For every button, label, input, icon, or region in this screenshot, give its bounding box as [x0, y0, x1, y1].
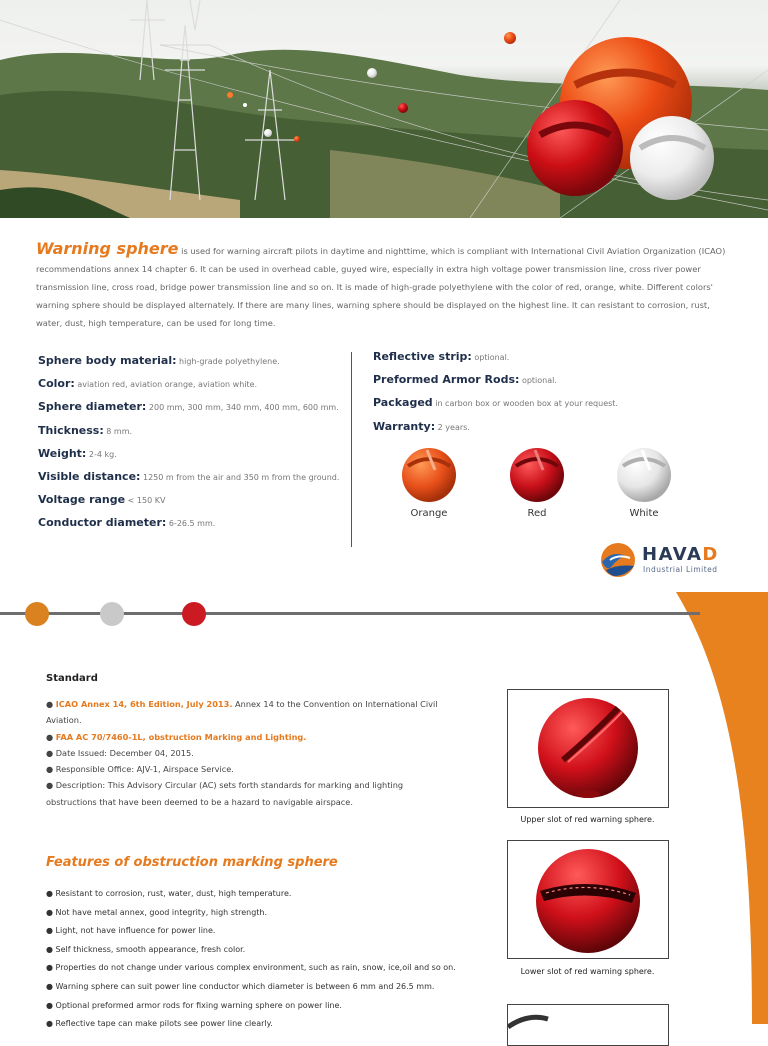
lower-slot-caption: Lower slot of red warning sphere. — [520, 967, 655, 976]
list-item: ● FAA AC 70/7460-1L, obstruction Marking and Lighting. — [46, 731, 307, 742]
swatch-label: White — [629, 508, 659, 519]
spec-key: Voltage range — [38, 493, 126, 507]
spec-key: Preformed Armor Rods: — [373, 373, 520, 387]
list-item: ● Responsible Office: AJV-1, Airspace Service. — [46, 764, 234, 775]
intro-paragraph — [36, 240, 730, 332]
lower-slot-photo — [507, 840, 669, 959]
specs-right — [373, 350, 733, 443]
standard-text: Date Issued: December 04, 2015. — [55, 747, 194, 758]
spec-value: 8 mm. — [103, 426, 133, 436]
havad-logo-icon — [598, 540, 638, 580]
spec-row — [38, 516, 338, 539]
standard-highlight: ICAO Annex 14, 6th Edition, July 2013. — [55, 699, 233, 709]
gray-dot — [100, 602, 124, 626]
company-logo — [598, 540, 728, 580]
swatch-label: Orange — [410, 508, 448, 519]
upper-slot-photo — [507, 689, 669, 808]
spec-value: in carbon box or wooden box at your request. — [432, 399, 618, 409]
list-item: ● ICAO Annex 14, 6th Edition, July 2013. Annex 14 to the Convention on International Civil Aviation. — [46, 699, 438, 726]
standard-text: Annex 14 to the Convention on International Civil Aviation. — [46, 699, 438, 726]
list-item: ● Properties do not change under various complex environment, such as rain, snow, ice,oil and so on. — [46, 963, 456, 973]
orange-dot — [25, 602, 49, 626]
white-sphere-icon — [614, 444, 674, 504]
list-item: ● Reflective tape can make pilots see power line clearly. — [46, 1019, 273, 1029]
logo-subtitle: Industrial Limited — [643, 565, 718, 574]
spec-key: Packaged — [373, 396, 433, 410]
spec-value: aviation red, aviation orange, aviation white. — [74, 380, 258, 390]
column-divider — [351, 352, 352, 547]
features-title: Features of obstruction marking sphere — [46, 855, 338, 870]
feature-text: Reflective tape can make pilots see power line clearly. — [55, 1019, 273, 1029]
feature-text: Self thickness, smooth appearance, fresh color. — [55, 944, 246, 954]
feature-text: Warning sphere can suit power line conductor which diameter is between 6 mm and 26.5 mm. — [55, 981, 435, 991]
intro-text: is used for warning aircraft pilots in daytime and nighttime, which is compliant with International Civil Aviation Organization (ICAO) recommendations annex 14 chapter 6. It can be used in overhead cable, guyed wire, especially in extra high voltage power transmission line, cross river power transmission line, cross road, bridge power transmission line and so on. It is made of high-grade polyethylene with the color of red, orange, white. Different colors' warning sphere should be displayed alternately. If there are many lines, warning sphere should be displayed on the highest line. It can resistant to corrosion, rust, water, dust, high temperature, can be used for long time. — [36, 246, 726, 328]
orange-sphere-icon — [399, 444, 459, 504]
feature-text: Not have metal annex, good integrity, high strength. — [55, 907, 268, 917]
spec-row — [38, 424, 338, 447]
armor-rod-icon — [508, 1005, 668, 1045]
spec-value: < 150 KV — [125, 496, 166, 506]
standard-highlight: FAA AC 70/7460-1L, obstruction Marking and Lighting. — [55, 731, 307, 742]
swatch-white — [604, 444, 684, 519]
hero-photo — [0, 0, 768, 218]
spec-value: high-grade polyethylene. — [176, 357, 280, 366]
spec-row — [38, 493, 338, 516]
list-item: ● Not have metal annex, good integrity, high strength. — [46, 907, 268, 917]
spec-value: optional. — [471, 353, 510, 362]
lower-slot-sphere-icon — [508, 841, 668, 958]
features-list — [46, 885, 466, 1034]
spec-key: Warranty: — [373, 419, 436, 433]
swatch-label: Red — [527, 508, 547, 519]
spec-value: 6-26.5 mm. — [166, 519, 216, 529]
hero-illustration — [0, 0, 768, 218]
list-item: ● Light, not have influence for power line. — [46, 926, 216, 936]
spec-row — [373, 350, 733, 373]
spec-key: Visible distance: — [38, 469, 141, 483]
standard-text: Description: This Advisory Circular (AC) sets forth standards for marking and lighting obstructions that have been deemed to be a hazard to navigable airspace. — [46, 780, 404, 807]
feature-text: Resistant to corrosion, rust, water, dust, high temperature. — [55, 889, 292, 898]
upper-slot-caption: Upper slot of red warning sphere. — [520, 815, 655, 824]
standard-title: Standard — [46, 673, 98, 684]
spec-key: Reflective strip: — [373, 350, 472, 363]
list-item: ● Self thickness, smooth appearance, fresh color. — [46, 944, 246, 954]
spec-row — [38, 377, 338, 400]
feature-text: Optional preformed armor rods for fixing warning sphere on power line. — [55, 1000, 342, 1010]
swatch-red — [497, 444, 577, 519]
spec-key: Thickness: — [38, 423, 104, 437]
spec-row — [38, 447, 338, 470]
red-dot — [182, 602, 206, 626]
spec-value: 2-4 kg. — [86, 449, 117, 459]
spec-row — [373, 420, 733, 443]
spec-key: Sphere diameter: — [38, 400, 147, 414]
standard-list — [46, 696, 448, 810]
third-product-photo — [507, 1004, 669, 1046]
logo-name-end: D — [702, 544, 719, 565]
spec-value: 1250 m from the air and 350 m from the ground. — [140, 472, 340, 482]
logo-name — [642, 544, 719, 565]
list-item: ● Optional preformed armor rods for fixing warning sphere on power line. — [46, 1000, 342, 1010]
spec-row — [38, 470, 338, 493]
spec-row — [38, 400, 338, 423]
logo-name-main: HAVA — [642, 544, 703, 565]
spec-row — [373, 373, 733, 396]
specs-left — [38, 354, 338, 540]
spec-row — [373, 396, 733, 419]
spec-key: Color: — [38, 377, 75, 391]
list-item: ● Description: This Advisory Circular (AC) sets forth standards for marking and lighting obstructions that have been deemed to be a hazard to navigable airspace. — [46, 780, 404, 807]
list-item: ● Resistant to corrosion, rust, water, dust, high temperature. — [46, 889, 292, 898]
feature-text: Properties do not change under various complex environment, such as rain, snow, ice,oil and so on. — [55, 963, 456, 973]
feature-text: Light, not have influence for power line. — [55, 926, 216, 936]
spec-key: Sphere body material: — [38, 354, 177, 367]
spec-row — [38, 354, 338, 377]
spec-key: Conductor diameter: — [38, 516, 167, 530]
upper-slot-sphere-icon — [508, 690, 668, 807]
list-item: ● Date Issued: December 04, 2015. — [46, 747, 194, 758]
intro-lead: Warning sphere — [36, 239, 179, 258]
red-sphere-icon — [507, 444, 567, 504]
list-item: ● Warning sphere can suit power line conductor which diameter is between 6 mm and 26.5 mm. — [46, 981, 435, 991]
spec-value: 2 years. — [435, 422, 470, 432]
standard-text: Responsible Office: AJV-1, Airspace Service. — [55, 764, 234, 775]
spec-value: 200 mm, 300 mm, 340 mm, 400 mm, 600 mm. — [146, 403, 339, 413]
spec-value: optional. — [519, 376, 557, 386]
swatch-orange — [389, 444, 469, 519]
spec-key: Weight: — [38, 446, 87, 460]
